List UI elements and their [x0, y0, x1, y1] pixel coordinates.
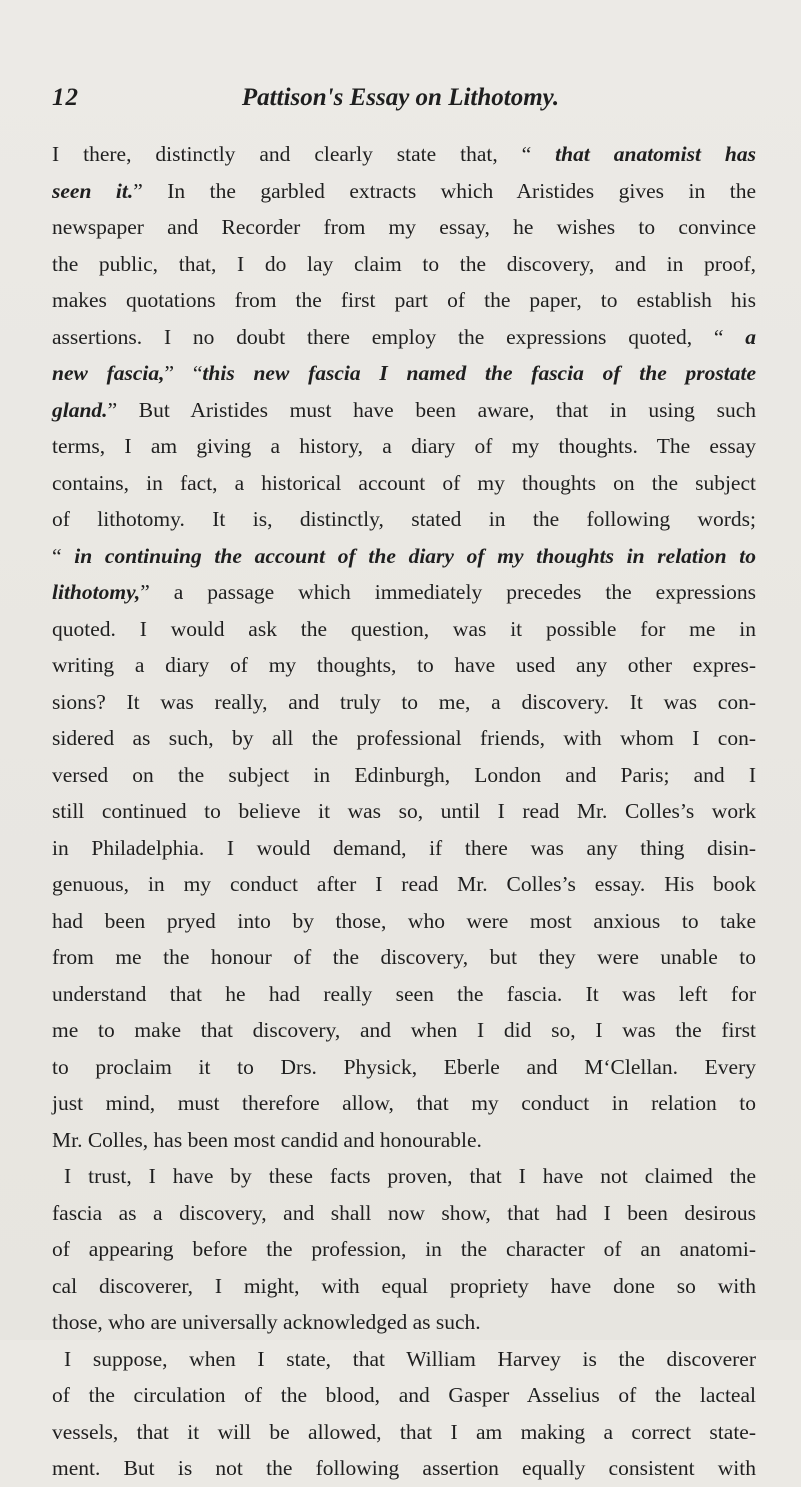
- text-segment: from me the honour of the discovery, but they were unable to: [52, 945, 756, 969]
- text-segment: ” But Aristides must have been aware, that in using such: [107, 397, 756, 422]
- text-line: [52, 1012, 756, 1049]
- text-line: [52, 1195, 756, 1232]
- text-segment: Mr. Colles, has been most candid and honourable.: [52, 1127, 482, 1152]
- text-line: [52, 1049, 756, 1086]
- text-line: [52, 209, 756, 246]
- text-segment: newspaper and Recorder from my essay, he wishes to convince: [52, 215, 756, 239]
- page-header: [0, 84, 801, 124]
- text-line: [52, 1268, 756, 1305]
- text-segment: ment. But is not the following assertion equally consistent with: [52, 1456, 756, 1480]
- text-segment: just mind, must therefore allow, that my conduct in relation to: [52, 1091, 756, 1115]
- page-number: 12: [52, 84, 79, 111]
- text-segment: I trust, I have by these facts proven, that I have not claimed the: [64, 1164, 756, 1188]
- running-title: Pattison's Essay on Lithotomy.: [241, 84, 560, 111]
- text-line: [52, 1414, 756, 1451]
- italic-text-segment: seen it.: [52, 178, 134, 203]
- text-line: [52, 1450, 756, 1487]
- text-segment: I there, distinctly and clearly state that, “: [52, 142, 556, 166]
- italic-text-segment: this new fascia I named the fascia of the prostate: [202, 361, 757, 385]
- text-line: [52, 501, 756, 538]
- text-segment: ” a passage which immediately precedes the expressions: [140, 580, 756, 604]
- text-segment: in Philadelphia. I would demand, if there was any thing disin-: [52, 835, 756, 860]
- text-segment: quoted. I would ask the question, was it possible for me in: [52, 616, 756, 641]
- text-segment: makes quotations from the first part of the paper, to establish his: [52, 288, 756, 312]
- text-line: [52, 1085, 756, 1122]
- text-line: [52, 684, 756, 721]
- text-line: [52, 428, 756, 465]
- italic-text-segment: that anatomist has: [555, 142, 756, 166]
- text-segment: genuous, in my conduct after I read Mr. Colles’s essay. His book: [52, 872, 756, 896]
- text-segment: the public, that, I do lay claim to the discovery, and in proof,: [52, 251, 756, 276]
- text-segment: understand that he had really seen the fascia. It was left for: [52, 981, 756, 1006]
- text-segment: writing a diary of my thoughts, to have used any other expres-: [52, 653, 756, 677]
- text-line: [52, 574, 756, 611]
- text-line: [52, 757, 756, 794]
- text-segment: to proclaim it to Drs. Physick, Eberle and M‘Clellan. Every: [52, 1054, 756, 1079]
- text-line: [52, 1158, 756, 1195]
- text-line: [52, 830, 756, 867]
- text-segment: of appearing before the profession, in the character of an anatomi-: [52, 1237, 756, 1261]
- text-segment: contains, in fact, a historical account of my thoughts on the subject: [52, 470, 756, 495]
- text-line: [52, 647, 756, 684]
- text-line: [52, 392, 756, 429]
- text-segment: sions? It was really, and truly to me, a discovery. It was con-: [52, 689, 756, 714]
- text-segment: me to make that discovery, and when I did so, I was the first: [52, 1018, 756, 1042]
- text-line: [52, 173, 756, 210]
- text-segment: “: [52, 543, 75, 568]
- text-line: [52, 866, 756, 903]
- body-text: [52, 136, 756, 1487]
- text-segment: cal discoverer, I might, with equal propriety have done so with: [52, 1273, 756, 1298]
- italic-text-segment: new fascia,: [52, 361, 165, 385]
- text-segment: ” “: [164, 361, 203, 385]
- text-line: [52, 720, 756, 757]
- text-line: [52, 1341, 756, 1378]
- text-segment: I suppose, when I state, that William Harvey is the discoverer: [64, 1346, 756, 1371]
- text-segment: had been pryed into by those, who were most anxious to take: [52, 908, 756, 933]
- text-line: [52, 793, 756, 830]
- italic-text-segment: a: [745, 324, 756, 349]
- italic-text-segment: lithotomy,: [52, 580, 141, 604]
- text-line: [52, 538, 756, 575]
- italic-text-segment: gland.: [52, 397, 108, 422]
- text-segment: versed on the subject in Edinburgh, London and Paris; and I: [52, 762, 756, 787]
- text-line: [52, 903, 756, 940]
- text-segment: of lithotomy. It is, distinctly, stated in the following words;: [52, 507, 756, 531]
- text-line: [52, 1122, 756, 1159]
- text-line: [52, 246, 756, 283]
- text-line: [52, 976, 756, 1013]
- text-segment: assertions. I no doubt there employ the expressions quoted, “: [52, 324, 746, 349]
- text-line: [52, 1377, 756, 1414]
- text-line: [52, 319, 756, 356]
- text-line: [52, 136, 756, 173]
- text-segment: ” In the garbled extracts which Aristides gives in the: [133, 178, 756, 203]
- text-line: [52, 355, 756, 392]
- text-line: [52, 1231, 756, 1268]
- text-segment: of the circulation of the blood, and Gasper Asselius of the lacteal: [52, 1383, 756, 1407]
- text-line: [52, 282, 756, 319]
- italic-text-segment: in continuing the account of the diary of my thoughts in relation to: [74, 543, 756, 568]
- text-segment: sidered as such, by all the professional friends, with whom I con-: [52, 726, 756, 750]
- text-segment: still continued to believe it was so, until I read Mr. Colles’s work: [52, 799, 756, 823]
- text-segment: vessels, that it will be allowed, that I am making a correct state-: [52, 1419, 756, 1444]
- text-line: [52, 939, 756, 976]
- text-segment: terms, I am giving a history, a diary of my thoughts. The essay: [52, 434, 756, 458]
- text-line: [52, 465, 756, 502]
- text-segment: those, who are universally acknowledged as such.: [52, 1310, 481, 1334]
- text-segment: fascia as a discovery, and shall now show, that had I been desirous: [52, 1200, 756, 1225]
- text-line: [52, 1304, 756, 1341]
- text-line: [52, 611, 756, 648]
